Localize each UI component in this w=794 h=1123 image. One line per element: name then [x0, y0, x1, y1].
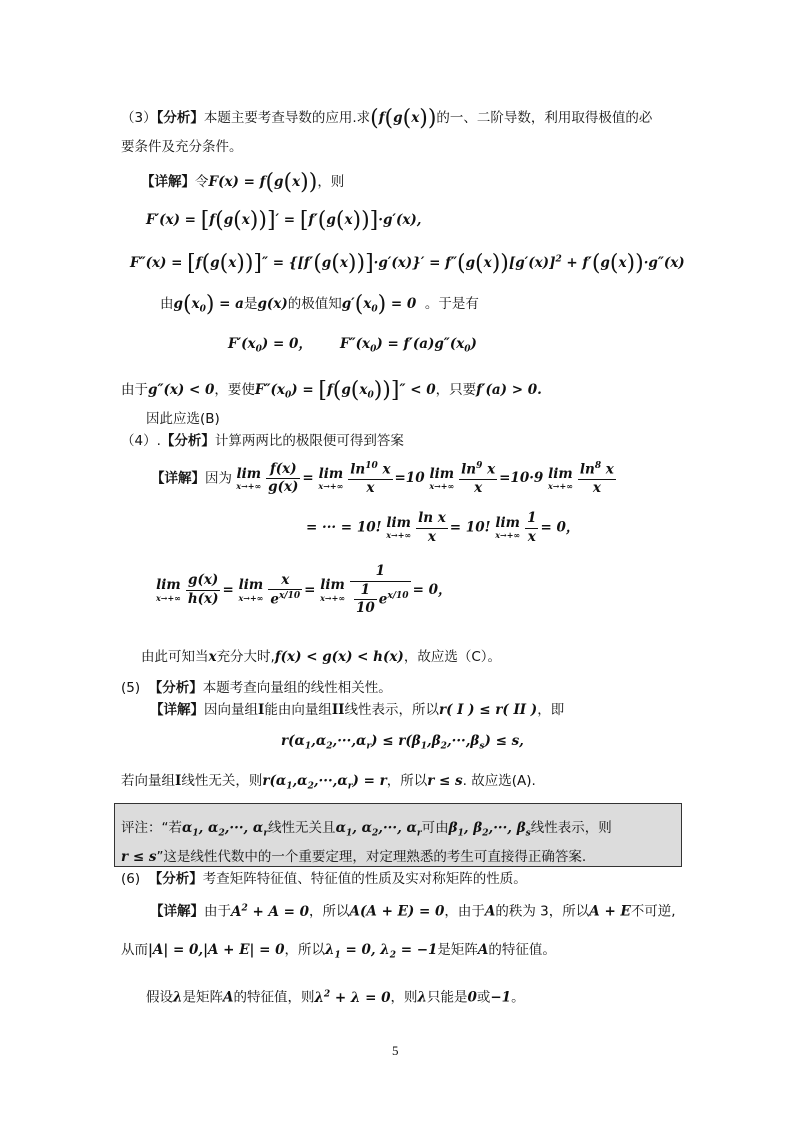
s3-condition-line: 由于g″(x) < 0，要使$F''(x_0) = [f(g(x_0))]'' < 0$，只要f′(a) > 0.	[121, 378, 542, 403]
formula: f′(a) > 0.	[476, 382, 542, 398]
remark-line2: r ≤ s”这是线性代数中的一个重要定理，对定理熟悉的考生可直接得正确答案.	[121, 849, 587, 865]
formula: F(x) = f(g(x))	[208, 170, 318, 195]
formula: (f(g(x))	[370, 106, 437, 131]
detail-tag: 【详解】	[150, 702, 204, 718]
s3-analysis-line2: 要条件及充分条件。	[121, 139, 243, 155]
page-number: 5	[392, 1043, 399, 1058]
remark-line1: 评注：“若$\alpha_1$, $\alpha_2,\cdot\cdot\cdot$, $\alpha_r$线性无关且$\alpha_1$, $\alpha_2,\cdot\cdot\cdot$, $\alpha_r$可由$\beta_1$, $\beta_2,\cdot\cdot\cdot$, $\beta_s$线性表示，则	[121, 820, 612, 839]
formula: $\lambda^2 + \lambda = 0$	[314, 989, 391, 1006]
formula: lim x→+∞ $\frac{f(x)}{g(x)}$ = lim x→+∞ $\frac{\ln^{10} x}{x}$ =10 lim x→+∞ $\frac{\ln^9 x}{x}$ =10·9 lim x→+∞ $\frac{\ln^8 x}{x}$	[236, 460, 614, 496]
s4-analysis-line: （4）.【分析】计算两两比的极限便可得到答案	[121, 433, 404, 449]
formula: $\beta_1$, $\beta_2,\cdot\cdot\cdot$, $\beta_s$	[448, 820, 531, 839]
formula-first-derivative: F′(x) = [f(g(x))]′ = [f′(g(x))]·g′(x),	[146, 208, 422, 233]
s3-label: （3）	[121, 110, 157, 126]
analysis-tag: 【分析】	[148, 680, 203, 696]
formula: −1	[490, 989, 512, 1006]
s6-detail-line: 【详解】由于$A^2 + A = 0$，所以A(A + E) = 0，由于A的秩为 3，所以A + E不可逆,	[150, 903, 676, 920]
s5-detail-line: 【详解】因向量组I能由向量组II线性表示，所以r( I ) ≤ r( II )，即	[150, 702, 565, 718]
s5-result-line: 若向量组I线性无关，则$r(\alpha_1,\alpha_2,\cdot\cdot\cdot,\alpha_r) = r$，所以r ≤ s. 故应选(A).	[121, 773, 536, 792]
s3-answer: 因此应选(B)	[146, 411, 220, 427]
formula: A	[484, 903, 496, 920]
formula: g(x)	[257, 296, 288, 312]
formula: f(x) < g(x) < h(x)	[274, 649, 404, 665]
formula: λ	[417, 989, 427, 1006]
formula: II	[331, 702, 345, 718]
analysis-tag: 【分析】	[148, 871, 203, 887]
formula: $A^2 + A = 0$	[231, 903, 310, 920]
s5-analysis-line: (5) 【分析】本题考查向量组的线性相关性。	[121, 680, 392, 696]
formula: g″(x) < 0	[148, 382, 215, 398]
formula: $\lambda_1 = 0$, $\lambda_2 = -1$	[325, 942, 438, 961]
formula: $g(x_0) = a$	[173, 292, 244, 317]
s6-line3: 假设λ是矩阵A的特征值，则$\lambda^2 + \lambda = 0$，则λ只能是0或−1。	[146, 989, 525, 1006]
detail-tag: 【详解】	[150, 903, 204, 920]
s3-analysis-line: （3）【分析】本题主要考查导数的应用.求(f(g(x))的一、二阶导数，利用取得极值的必	[121, 106, 653, 131]
s4-limit-line1: 【详解】因为 lim x→+∞ $\frac{f(x)}{g(x)}$ = lim x→+∞ $\frac{\ln^{10} x}{x}$ =10 lim x→+∞ $\frac{\ln^9 x}{x}$ =10·9 lim x→+∞ $\frac{\ln^8 x}{x}$	[151, 462, 618, 496]
formula: $r(\alpha_1,\alpha_2,\cdot\cdot\cdot,\alpha_r) = r$	[262, 773, 387, 792]
s6-line2: 从而|A| = 0,|A + E| = 0，所以$\lambda_1 = 0$, $\lambda_2 = -1$是矩阵A的特征值。	[121, 942, 556, 961]
formula: I	[175, 773, 182, 789]
formula: A	[477, 942, 489, 958]
formula: A(A + E) = 0	[349, 903, 445, 920]
s3-detail-line: 【详解】令F(x) = f(g(x))，则	[141, 170, 345, 195]
formula-conditions: $F'(x_0) = 0$， $F''(x_0) = f'(a)g''(x_0)$	[228, 336, 477, 355]
formula: $\alpha_1$, $\alpha_2,\cdot\cdot\cdot$, $\alpha_r$	[182, 820, 269, 839]
formula: I	[258, 702, 265, 718]
formula: A	[222, 989, 234, 1006]
formula: x	[208, 649, 217, 665]
formula-second-derivative: $F''(x) = [f(g(x))]'' = \{[f'(g(x))]\cdot g'(x)\}' = f''(g(x))[g'(x)]^2 + f'(g(x))\cdot g''(x)$	[130, 251, 685, 276]
formula: r( I ) ≤ r( II )	[438, 702, 538, 718]
s4-limit-line3: lim x→+∞ $\frac{g(x)}{h(x)}$ = lim x→+∞ $\frac{x}{e^{x/10}}$ = lim x→+∞ 1 $\frac{1}{10}$ $e^{x/10}$ = 0，	[156, 563, 452, 616]
formula: λ	[173, 989, 183, 1006]
detail-tag: 【详解】	[151, 470, 205, 487]
formula: r ≤ s	[427, 773, 463, 789]
formula: $\alpha_1$, $\alpha_2,\cdot\cdot\cdot$, $\alpha_r$	[335, 820, 422, 839]
s4-limit-line2: = ··· = 10! lim x→+∞ $\frac{\text{ln x}}{x}$ = 10! lim x→+∞ $\frac{1}{x}$ = 0，	[306, 510, 580, 545]
formula: A + E	[589, 903, 631, 920]
s4-conclusion: 由此可知当x充分大时,f(x) < g(x) < h(x)，故应选（C）。	[141, 649, 502, 665]
detail-tag: 【详解】	[141, 174, 195, 190]
formula: $F''(x_0) = [f(g(x_0))]'' < 0$	[254, 378, 436, 403]
analysis-tag: 【分析】	[156, 110, 204, 126]
remark-box	[114, 803, 682, 867]
s6-analysis-line: (6) 【分析】考查矩阵特征值、特征值的性质及实对称矩阵的性质。	[121, 871, 527, 887]
formula: |A| = 0,|A + E| = 0	[148, 942, 285, 958]
analysis-tag: 【分析】	[160, 433, 215, 449]
formula-rank-inequality: $r(\alpha_1,\alpha_2,\cdot\cdot\cdot,\alpha_r) \le r(\beta_1,\beta_2,\cdot\cdot\cdot,\beta_s) \le s$,	[281, 733, 524, 752]
formula: 0	[467, 989, 477, 1006]
s3-given-line: 由$g(x_0) = a$是g(x)的极值知$g'(x_0) = 0$ 。于是有	[160, 292, 479, 317]
formula: r ≤ s	[121, 849, 157, 865]
formula: $g'(x_0) = 0$	[341, 292, 417, 317]
